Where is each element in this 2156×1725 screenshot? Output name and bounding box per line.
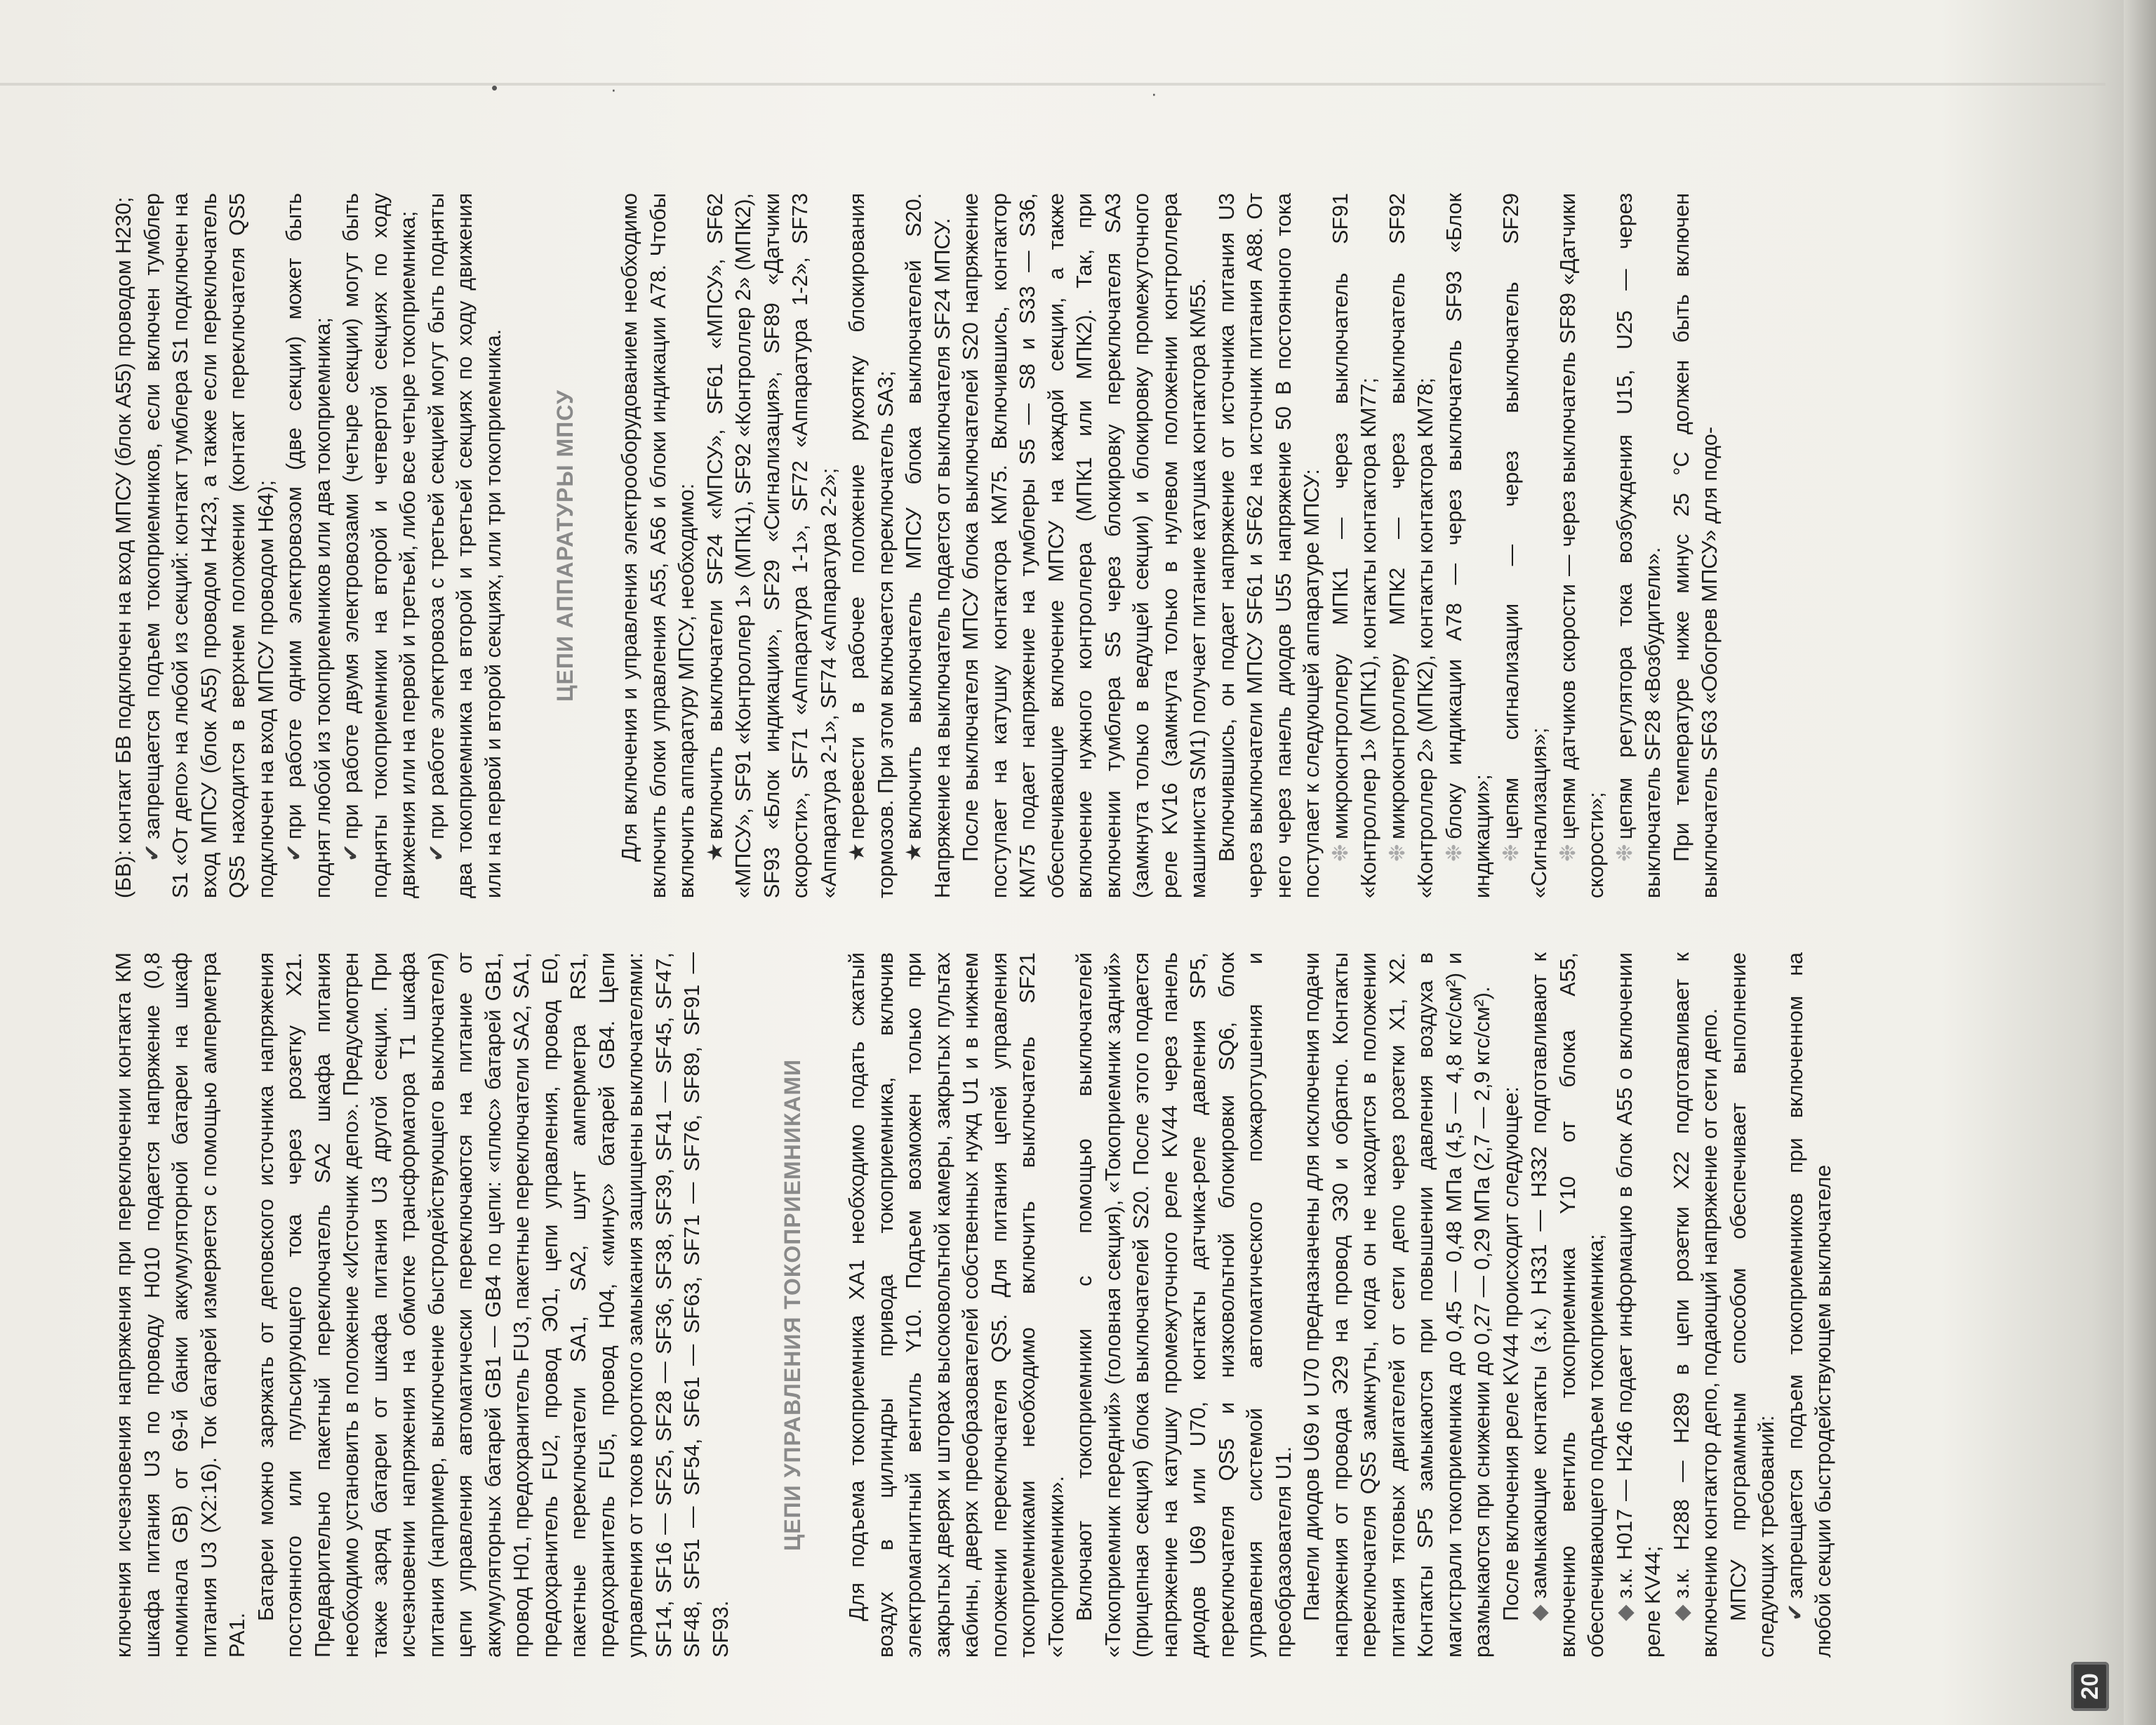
- diamond-bullet-icon: ◆: [1612, 1604, 1637, 1621]
- section-heading: ЦЕПИ АППАРАТУРЫ МПСУ: [552, 389, 578, 702]
- list-item: [337, 193, 422, 898]
- scan-speck: ·: [1151, 83, 1157, 104]
- section-heading: ЦЕПИ УПРАВЛЕНИЯ ТОКОПРИЕМНИКАМИ: [780, 1058, 805, 1552]
- list-item: [1497, 193, 1554, 898]
- list-item-text: запрещается подъем токоприемников, если включен тумблер S1 «От депо» на любой из секций: контакт тумблера S1 подключен на вход МПСУ (блок А55) проводом Н423, а также если переключатель QS5 находится в верхнем положении (контакт переключателя QS5 подключен на вход МПСУ проводом Н64);: [140, 193, 278, 898]
- paragraph: Панели диодов U69 и U70 предназначены для исключения подачи напряжения от провода Э29 на провод Э30 и обратно. Контакты переключателя QS5 замкнуты, когда он не находится в положении питания тяговых двигателей от сети депо через розетки Х1, Х2. Контакты SP5 замыкаются при повышении давления воздуха в магистрали токоприемника до 0,45 — 0,48 МПа (4,5 — 4,8 кгс/см²) и размыкаются при снижении до 0,27 — 0,29 МПа (2,7 — 2,9 кгс/см²).: [1300, 952, 1494, 1658]
- flower-bullet-icon: ❉: [1442, 844, 1466, 862]
- right-column: [109, 193, 2117, 898]
- check-bullet-icon: ✔: [282, 844, 306, 862]
- list-item-text: включить выключатели SF24 «МПСУ», SF61 «МПСУ», SF62 «МПСУ», SF91 «Контроллер 1» (МПК1), SF92 «Контроллер 2» (МПК2), SF93 «Блок индикации», SF29 «Сигнализация», SF89 «Датчики скорости», SF71 «Аппаратура 1-1», SF72 «Аппаратура 1-2», SF73 «Аппаратура 2-1», SF74 «Аппаратура 2-2»;: [703, 193, 841, 898]
- diamond-bullet-icon: ◆: [1527, 1604, 1551, 1621]
- scan-speck: •: [491, 77, 498, 98]
- list-item: [1611, 952, 1668, 1658]
- fold-line: [0, 83, 2105, 86]
- list-item-text: микроконтроллеру МПК1 — через выключатель SF91 «Контроллер 1» (МПК1), контакты контактора КМ77;: [1328, 193, 1380, 898]
- list-item-text: запрещается подъем токоприемников при включенном на любой секции быстродействующем выключателе: [1783, 952, 1835, 1658]
- flower-bullet-icon: ❉: [1385, 844, 1409, 862]
- list-item-text: включить выключатель МПСУ блока выключателей S20. Напряжение на выключатель подается от выключателя SF24 МПСУ.: [902, 193, 954, 898]
- list-item-text: при работе двумя электровозами (четыре секции) могут быть подняты токоприемники на второй и четвертой секциях по ходу движения или на первой и третьей, либо все четыре токоприемника;: [339, 193, 420, 898]
- list-item-text: цепям регулятора тока возбуждения U15, U25 — через выключатель SF28 «Возбудители».: [1612, 193, 1665, 898]
- list-item: [422, 193, 508, 898]
- check-bullet-icon: ✔: [1783, 1603, 1807, 1621]
- list-item: [1326, 193, 1383, 898]
- check-bullet-icon: ✔: [140, 844, 164, 862]
- rotated-book-page: [109, 112, 2117, 1700]
- scan-speck: ·: [611, 79, 617, 100]
- list-item-text: перевести в рабочее положение рукоятку блокирования тормозов. При этом включается переключатель SA3;: [845, 193, 898, 898]
- paragraph: ключения исчезновения напряжения при переключении контакта КМ шкафа питания U3 по проводу Н010 подается напряжение (0,8 номинала GB) от 69-й банки аккумуляторной батареи на шкаф питания U3 (Х2:16). Ток батарей измеряется с помощью амперметра РА1.: [112, 952, 249, 1658]
- diamond-bullet-icon: ◆: [1669, 1604, 1693, 1621]
- list-item: [843, 193, 900, 898]
- left-column: [109, 952, 2117, 1658]
- list-item: [1611, 193, 1668, 898]
- paragraph: После выключателя МПСУ блока выключателей S20 напряжение поступает на катушку контактора КМ75. Включившись, контактор КМ75 подает напряжение на тумблеры S5 — S8 и S33 — S36, обеспечивающие включение МПСУ на каждой секции, а также включение нужного контроллера (МПК1 или МПК2). Так, при включении тумблера S5 через блокировку переключателя SA3 (замкнута только в ведущей секции) и блокировку промежуточного реле KV16 (замкнута только в нулевом положении контроллера машиниста SM1) получает питание катушка контактора КМ55.: [959, 193, 1210, 898]
- list-item: [900, 193, 957, 898]
- list-item: [701, 193, 844, 898]
- paragraph: Для включения и управления электрооборудованием необходимо включить блоки управления А55, А56 и блоки индикации А78. Чтобы включить аппаратуру МПСУ, необходимо:: [618, 193, 698, 898]
- list-item-text: при работе одним электровозом (две секции) может быть поднят любой из токоприемников или два токоприемника;: [282, 193, 335, 898]
- list-item-text: при работе электровоза с третьей секцией могут быть подняты два токоприемника на второй и третьей секциях по ходу движения или на первой и второй секциях, или три токоприемника.: [424, 193, 505, 898]
- list-item-text: з.к. Н288 — Н289 в цепи розетки Х22 подготавливает к включению контактор депо, подающий напряжение от сети депо.: [1669, 952, 1722, 1658]
- star-bullet-icon: ★: [703, 842, 727, 862]
- list-item: [280, 193, 337, 898]
- flower-bullet-icon: ❉: [1498, 844, 1523, 862]
- paragraph: Для подъема токоприемника ХА1 необходимо подать сжатый воздух в цилиндры привода токоприемника, включив электромагнитный вентиль Y10. Подъем возможен только при закрытых дверях и шторах высоковольтной камеры, закрытых пультах кабины, дверях преобразователей собственных нужд U1 и в нижнем положении переключателя QS5. Для питания цепей управления токоприемниками необходимо включить выключатель SF21 «Токоприемники».: [845, 952, 1068, 1658]
- paragraph: Включают токоприемники с помощью выключателей «Токоприемник передний» (головная секция), «Токоприемник задний» (прицепная секция) блока выключателей S20. После этого подается напряжение на катушку промежуточного реле KV44 через панель диодов U69 или U70, контакты датчика-реле давления SP5, переключателя QS5 и низковольтной блокировки SQ6, блок управления системой автоматического пожаротушения и преобразователя U1.: [1072, 952, 1296, 1658]
- list-item-text: цепям датчиков скорости — через выключатель SF89 «Датчики скорости»;: [1555, 193, 1608, 898]
- flower-bullet-icon: ❉: [1328, 844, 1352, 862]
- list-item: [1554, 193, 1611, 898]
- page-number-badge: 20: [2071, 1662, 2109, 1711]
- paragraph: Батареи можно заряжать от деповского источника напряжения постоянного или пульсирующего тока через розетку Х21. Предварительно пакетный переключатель SA2 шкафа питания необходимо установить в положение «Источник депо». Предусмотрен также заряд батареи от шкафа питания U3 другой секции. При исчезновении напряжения на обмотке трансформатора Т1 шкафа питания (например, выключение быстродействующего выключателя) цепи управления автоматически переключаются на питание от аккумуляторных батарей GB1 — GB4 по цепи: «плюс» батарей GB1, провод Н01, предохранитель FU3, пакетные переключатели SA2, SA1, предохранитель FU2, провод Э01, цепи управления, провод Е0, пакетные переключатели SA1, SA2, шунт амперметра RS1, предохранитель FU5, провод Н04, «минус» батарей GB4. Цепи управления от токов короткого замыкания защищены выключателями: SF14, SF16 — SF25, SF28 — SF36, SF38, SF39, SF41 — SF45, SF47, SF48, SF51 — SF54, SF61 — SF63, SF71 — SF76, SF89, SF91 — SF93.: [253, 952, 733, 1658]
- paragraph: При температуре ниже минус 25 °С должен быть включен выключатель SF63 «Обогрев МПСУ» для подо-: [1669, 193, 1722, 898]
- list-item: [1383, 193, 1440, 898]
- page-edge-shadow: [2124, 0, 2156, 1725]
- list-item-text: з.к. Н017 — Н246 подает информацию в блок А55 о включении реле KV44;: [1612, 952, 1665, 1658]
- list-item-text: микроконтроллеру МПК2 — через выключатель SF92 «Контроллер 2» (МПК2), контакты контактора КМ78;: [1385, 193, 1437, 898]
- list-item-text: блоку индикации А78 — через выключатель SF93 «Блок индикации»;: [1442, 193, 1494, 898]
- list-item: [1440, 193, 1497, 898]
- list-item-text: замыкающие контакты (з.к.) Н331 — Н332 подготавливают к включению вентиль токоприемника Y10 от блока А55, обеспечивающего подъем токоприемника;: [1527, 952, 1608, 1658]
- star-bullet-icon: ★: [845, 842, 869, 862]
- list-item: [1668, 952, 1724, 1658]
- check-bullet-icon: ✔: [424, 844, 448, 862]
- list-item: [138, 193, 281, 898]
- flower-bullet-icon: ❉: [1612, 844, 1637, 862]
- paragraph: (БВ): контакт БВ подключен на вход МПСУ (блок А55) проводом Н230;: [112, 197, 135, 898]
- paragraph: После включения реле KV44 происходит следующее:: [1498, 1086, 1523, 1621]
- paragraph: МПСУ программным способом обеспечивает выполнение следующих требований:: [1726, 952, 1778, 1658]
- list-item-text: цепям сигнализации — через выключатель SF29 «Сигнализация»;: [1498, 193, 1551, 898]
- list-item: [1525, 952, 1611, 1658]
- flower-bullet-icon: ❉: [1555, 844, 1580, 862]
- list-item: [1781, 952, 1838, 1658]
- check-bullet-icon: ✔: [339, 844, 363, 862]
- paragraph: Включившись, он подает напряжение от источника питания U3 через выключатели МПСУ SF61 и SF62 на источник питания А88. От него через панель диодов U55 напряжение 50 В постоянного тока поступает к следующей аппаратуре МПСУ:: [1214, 193, 1324, 898]
- star-bullet-icon: ★: [902, 842, 926, 862]
